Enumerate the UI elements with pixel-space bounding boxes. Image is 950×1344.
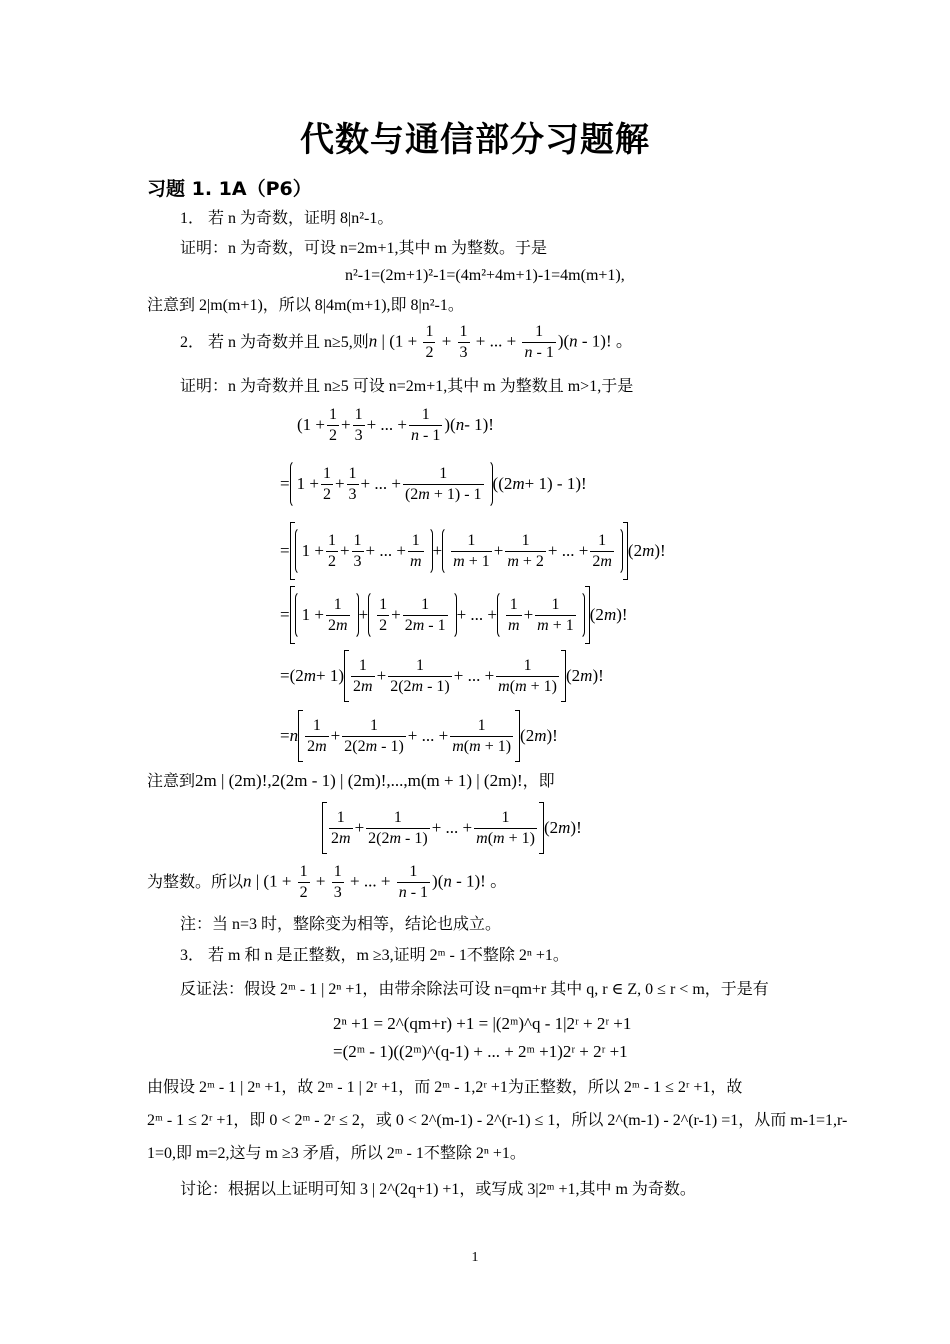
problem-2-prefix: 2． 若 n 为奇数并且 n≥5,则 <box>180 333 369 351</box>
problem-2-note <box>147 771 555 791</box>
derivation-line-6: = n $\frac{1}{2m}$ + $\frac{1}{2(2m - 1)}$ + ... + $\frac{1}{m(m + 1)}$ (2 m )! <box>280 710 558 762</box>
problem-3-equation-2: =(2ᵐ - 1)((2ᵐ)^(q-1) + ... + 2ᵐ +1)2ʳ + 2ʳ +1 <box>333 1042 628 1061</box>
derivation-line-4: = 1 + $\frac{1}{2m}$ + $\frac{1}{2}$ + $\frac{1}{2m - 1}$ + ... + $\frac{1}{m}$ + $\frac{1}{m + 1}$ (2 m )! <box>280 586 628 644</box>
problem-2-remark: 注：当 n=3 时，整除变为相等，结论也成立。 <box>180 916 502 933</box>
problem-3-line-2: 2ᵐ - 1 ≤ 2ʳ +1，即 0 < 2ᵐ - 2ʳ ≤ 2，或 0 < 2^(m-1) - 2^(r-1) ≤ 1，所以 2^(m-1) - 2^(r-1) =1，从而 m-1=1,r- <box>147 1112 848 1129</box>
note-prefix: 注意到 <box>147 773 196 790</box>
problem-1-statement: 1． 若 n 为奇数，证明 8|n²-1。 <box>180 210 394 227</box>
note-suffix: ，即 <box>522 773 555 790</box>
problem-1-proof-intro: 证明：n 为奇数，可设 n=2m+1,其中 m 为整数。于是 <box>180 240 547 257</box>
problem-3-equation-1: 2ⁿ +1 = 2^(qm+r) +1 = |(2ᵐ)^q - 1|2ʳ + 2ʳ +1 <box>333 1014 632 1033</box>
derivation-line-1: (1 + $\frac{1}{2}$ + $\frac{1}{3}$ + ... + $\frac{1}{n - 1}$ )( n - 1)! <box>297 406 494 444</box>
problem-2-statement <box>180 322 633 363</box>
section-heading: 习题 1. 1A（P6） <box>147 178 312 200</box>
page-number: 1 <box>471 1250 479 1265</box>
derivation-line-5: =(2 m + 1) $\frac{1}{2m}$ + $\frac{1}{2(2m - 1)}$ + ... + $\frac{1}{m(m + 1)}$ (2 m )! <box>280 650 604 702</box>
problem-3-line-1: 由假设 2ᵐ - 1 | 2ⁿ +1，故 2ᵐ - 1 | 2ʳ +1，而 2ᵐ - 1,2ʳ +1为正整数，所以 2ᵐ - 1 ≤ 2ʳ +1，故 <box>147 1079 743 1096</box>
problem-2-formula: n | (1 + $\frac{1}{2}$ + $\frac{1}{3}$ + ... + $\frac{1}{n - 1}$ )(n - 1)! 。 <box>368 323 633 361</box>
conclusion-prefix: 为整数。所以 <box>147 873 244 891</box>
derivation-line-3: = 1 + $\frac{1}{2}$ + $\frac{1}{3}$ + ... + $\frac{1}{m}$ + $\frac{1}{m + 1}$ + $\frac{1}{m + 2}$ + ... + $\frac{1}{2m}$ (2 m )! <box>280 522 666 580</box>
problem-2-proof-intro: 证明：n 为奇数并且 n≥5 可设 n=2m+1,其中 m 为整数且 m>1,于是 <box>180 378 634 395</box>
problem-3-proof-intro: 反证法：假设 2ᵐ - 1 | 2ⁿ +1，由带余除法可设 n=qm+r 其中 q, r ∈ Z, 0 ≤ r < m，于是有 <box>180 981 769 998</box>
problem-1-equation: n²-1=(2m+1)²-1=(4m²+4m+1)-1=4m(m+1), <box>345 267 625 284</box>
derivation-line-2: = 1 + $\frac{1}{2}$ + $\frac{1}{3}$ + ... + $\frac{1}{(2m + 1) - 1}$ ((2 m + 1) - 1)! <box>280 460 587 508</box>
note-divisibility: 2m | (2m)!,2(2m - 1) | (2m)!,...,m(m + 1) | (2m)! <box>195 771 523 790</box>
problem-3-line-3: 1=0,即 m=2,这与 m ≥3 矛盾，所以 2ᵐ - 1不整除 2ⁿ +1。 <box>147 1145 526 1162</box>
bracket-expression: $\frac{1}{2m}$ + $\frac{1}{2(2m - 1)}$ + ... + $\frac{1}{m(m + 1)}$ (2 m )! <box>322 802 582 854</box>
conclusion-formula: n | (1 + $\frac{1}{2}$ + $\frac{1}{3}$ + ... + $\frac{1}{n - 1}$ )(n - 1)! 。 <box>243 863 508 901</box>
problem-3-discussion: 讨论：根据以上证明可知 3 | 2^(2q+1) +1，或写成 3|2ᵐ +1,其中 m 为奇数。 <box>180 1181 696 1198</box>
document-title: 代数与通信部分习题解 <box>300 120 650 160</box>
problem-2-conclusion <box>147 862 507 903</box>
problem-3-statement: 3． 若 m 和 n 是正整数，m ≥3,证明 2ᵐ - 1不整除 2ⁿ +1。 <box>180 947 569 964</box>
problem-1-conclusion: 注意到 2|m(m+1)，所以 8|4m(m+1),即 8|n²-1。 <box>147 297 464 314</box>
